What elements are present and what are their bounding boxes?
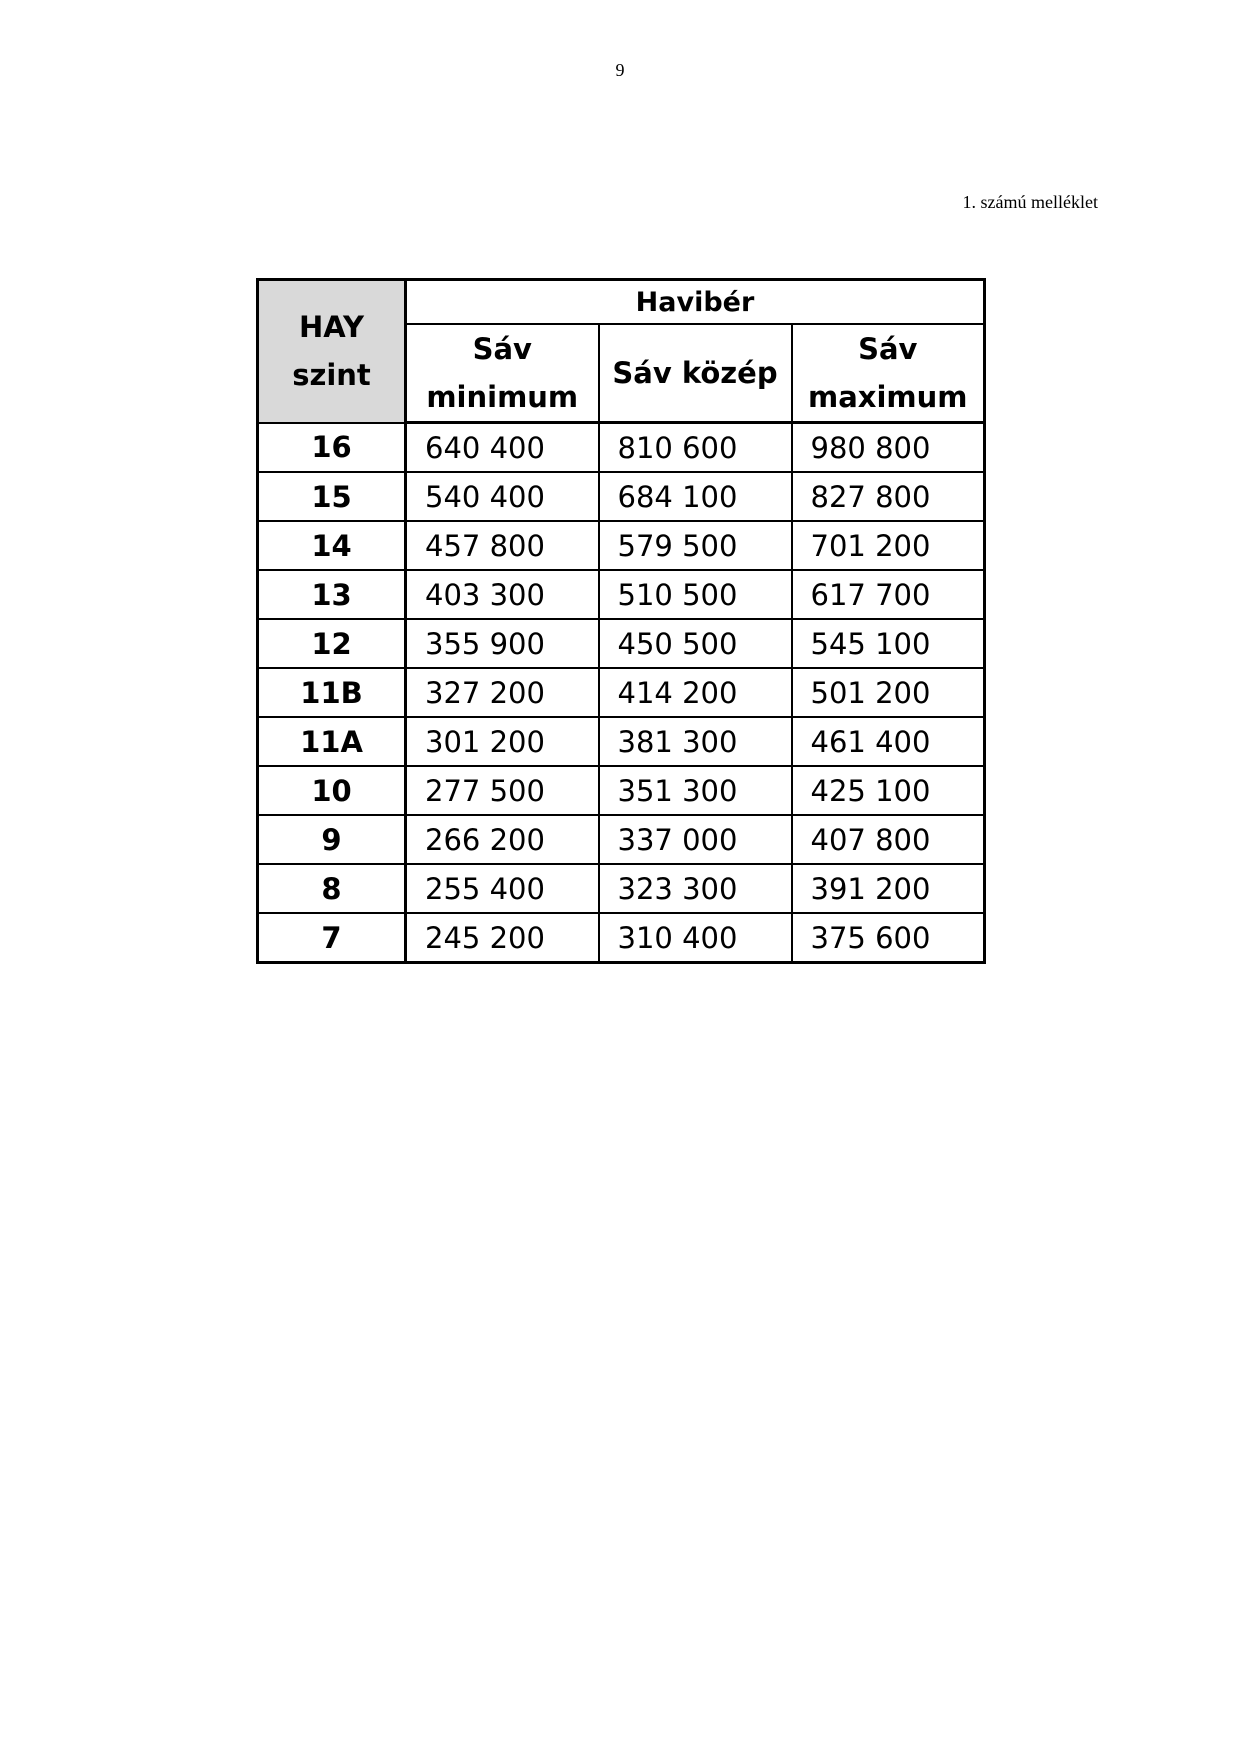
table-row (258, 570, 985, 619)
header-hay-line2: szint (292, 358, 371, 393)
page-number: 9 (615, 60, 625, 80)
band-middle-cell: 323 300 (599, 864, 792, 913)
band-middle-cell: 579 500 (599, 521, 792, 570)
band-maximum-cell: 425 100 (792, 766, 985, 815)
band-minimum-cell: 266 200 (406, 815, 599, 864)
band-maximum-cell: 407 800 (792, 815, 985, 864)
band-maximum-cell: 617 700 (792, 570, 985, 619)
table-row (258, 619, 985, 668)
table-row (258, 815, 985, 864)
hay-level-cell: 15 (258, 472, 406, 521)
header-band-middle: Sáv közép (599, 324, 792, 423)
hay-level-cell: 9 (258, 815, 406, 864)
hay-level-cell: 11A (258, 717, 406, 766)
band-minimum-cell: 403 300 (406, 570, 599, 619)
hay-level-cell: 11B (258, 668, 406, 717)
header-max-line2: maximum (807, 380, 968, 414)
table-row (258, 913, 985, 963)
table-row (258, 864, 985, 913)
header-max-line1: Sáv (858, 332, 918, 366)
band-maximum-cell: 461 400 (792, 717, 985, 766)
band-minimum-cell: 355 900 (406, 619, 599, 668)
header-hay-line1: HAY (299, 310, 364, 345)
salary-band-table (256, 278, 986, 964)
hay-level-cell: 16 (258, 423, 406, 473)
band-maximum-cell: 701 200 (792, 521, 985, 570)
band-maximum-cell: 375 600 (792, 913, 985, 963)
hay-level-cell: 8 (258, 864, 406, 913)
annex-label: 1. számú melléklet (962, 192, 1098, 212)
band-middle-cell: 414 200 (599, 668, 792, 717)
band-middle-cell: 381 300 (599, 717, 792, 766)
band-middle-cell: 810 600 (599, 423, 792, 473)
table-row (258, 717, 985, 766)
table-row (258, 423, 985, 473)
header-monthly-salary: Havibér (406, 280, 985, 325)
band-maximum-cell: 545 100 (792, 619, 985, 668)
band-maximum-cell: 980 800 (792, 423, 985, 473)
hay-level-cell: 7 (258, 913, 406, 963)
band-minimum-cell: 301 200 (406, 717, 599, 766)
table-row (258, 521, 985, 570)
band-middle-cell: 310 400 (599, 913, 792, 963)
band-maximum-cell: 501 200 (792, 668, 985, 717)
header-band-maximum (792, 324, 985, 423)
hay-level-cell: 12 (258, 619, 406, 668)
band-middle-cell: 684 100 (599, 472, 792, 521)
table-row (258, 766, 985, 815)
hay-level-cell: 14 (258, 521, 406, 570)
band-minimum-cell: 457 800 (406, 521, 599, 570)
band-minimum-cell: 255 400 (406, 864, 599, 913)
band-middle-cell: 351 300 (599, 766, 792, 815)
band-maximum-cell: 391 200 (792, 864, 985, 913)
band-middle-cell: 337 000 (599, 815, 792, 864)
band-minimum-cell: 327 200 (406, 668, 599, 717)
band-middle-cell: 510 500 (599, 570, 792, 619)
band-minimum-cell: 540 400 (406, 472, 599, 521)
table-row (258, 668, 985, 717)
band-middle-cell: 450 500 (599, 619, 792, 668)
band-minimum-cell: 640 400 (406, 423, 599, 473)
hay-level-cell: 10 (258, 766, 406, 815)
band-minimum-cell: 277 500 (406, 766, 599, 815)
table-body (258, 423, 985, 963)
hay-level-cell: 13 (258, 570, 406, 619)
band-minimum-cell: 245 200 (406, 913, 599, 963)
header-band-minimum (406, 324, 599, 423)
header-hay-level (258, 280, 406, 423)
header-min-line1: Sáv (472, 332, 532, 366)
header-min-line2: minimum (426, 380, 579, 414)
band-maximum-cell: 827 800 (792, 472, 985, 521)
table-row (258, 472, 985, 521)
